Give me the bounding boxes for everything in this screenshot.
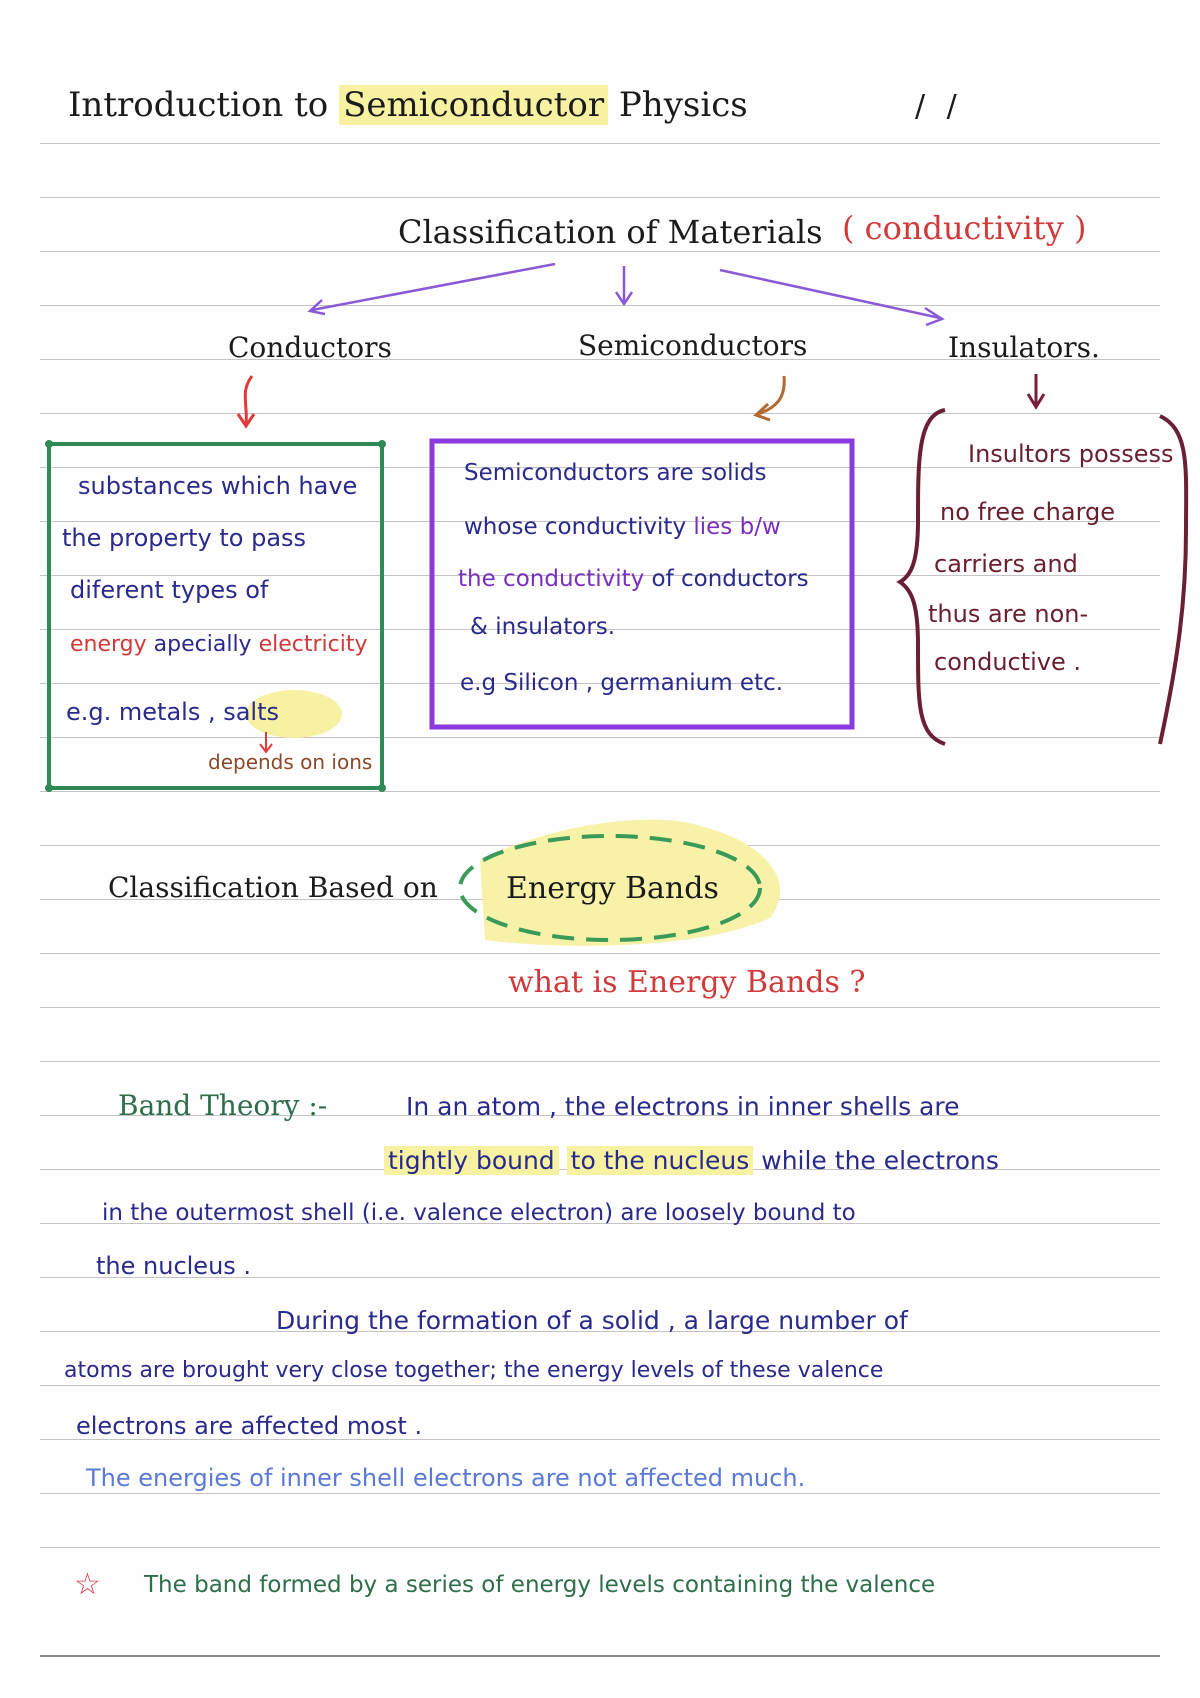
arrow-to-insulators (720, 270, 940, 318)
ins-line-2: no free charge (940, 498, 1116, 526)
band-tightly-bound: tightly bound (384, 1146, 559, 1175)
classification-title: Classification of Materials (398, 213, 823, 251)
classification-based-on: Classification Based on (108, 871, 438, 904)
band-line-4: the nucleus . (96, 1252, 252, 1280)
semi-line-4: & insulators. (470, 614, 616, 640)
arrow-to-conductors (312, 264, 555, 310)
conductors-line-3: diferent types of (70, 576, 269, 604)
band-theory-title: Band Theory :- (118, 1089, 328, 1122)
title-suffix: Physics (618, 85, 748, 125)
band-line-2-rest: while the electrons (761, 1146, 999, 1175)
ins-line-4: thus are non- (928, 600, 1089, 628)
band-line-1: In an atom , the electrons in inner shells are (406, 1092, 960, 1121)
ins-line-3: carriers and (934, 550, 1078, 578)
semi-line-5: e.g Silicon , germanium etc. (460, 670, 784, 696)
energy-bands-circled: Energy Bands (506, 871, 719, 906)
semi-line-2a: whose conductivity (464, 514, 687, 540)
band-to-nucleus: to the nucleus (567, 1146, 754, 1175)
star-icon: ☆ (74, 1567, 101, 1602)
date-slashes: / / (915, 89, 963, 124)
semi-line-3-conductivity: the conductivity (458, 566, 645, 592)
conductors-salts: salts (223, 698, 280, 726)
para3-line-1: The energies of inner shell electrons are not affected much. (86, 1464, 806, 1492)
title-highlight: Semiconductor (339, 85, 608, 125)
ins-line-5: conductive . (934, 648, 1082, 676)
category-insulators: Insulators. (948, 331, 1100, 364)
star-line: The band formed by a series of energy levels containing the valence (144, 1572, 936, 1598)
semi-line-1: Semiconductors are solids (464, 460, 767, 486)
conductors-example: e.g. metals , (66, 698, 216, 726)
conductors-line-1: substances which have (78, 472, 358, 500)
title-prefix: Introduction to (68, 85, 329, 125)
conductors-apecially: apecially (153, 632, 252, 657)
energy-bands-question: what is Energy Bands ? (508, 965, 866, 1000)
conductivity-note: ( conductivity ) (842, 209, 1087, 247)
semi-line-3b: of conductors (651, 566, 809, 592)
depends-on-ions: depends on ions (208, 750, 373, 774)
category-semiconductors: Semiconductors (578, 329, 808, 362)
para2-line-1: During the formation of a solid , a large number of (276, 1306, 908, 1335)
ins-line-1: Insultors possess (968, 440, 1174, 468)
conductors-electricity: electricity (258, 632, 368, 657)
conductors-line-2: the property to pass (62, 524, 307, 552)
category-conductors: Conductors (228, 331, 392, 364)
para2-line-2: atoms are brought very close together; the energy levels of these valence (64, 1358, 884, 1383)
conductors-energy: energy (70, 632, 147, 657)
band-line-3: in the outermost shell (i.e. valence electron) are loosely bound to (102, 1200, 856, 1226)
semi-line-2-lies: lies b/w (693, 514, 781, 540)
para2-line-3: electrons are affected most . (76, 1412, 423, 1440)
